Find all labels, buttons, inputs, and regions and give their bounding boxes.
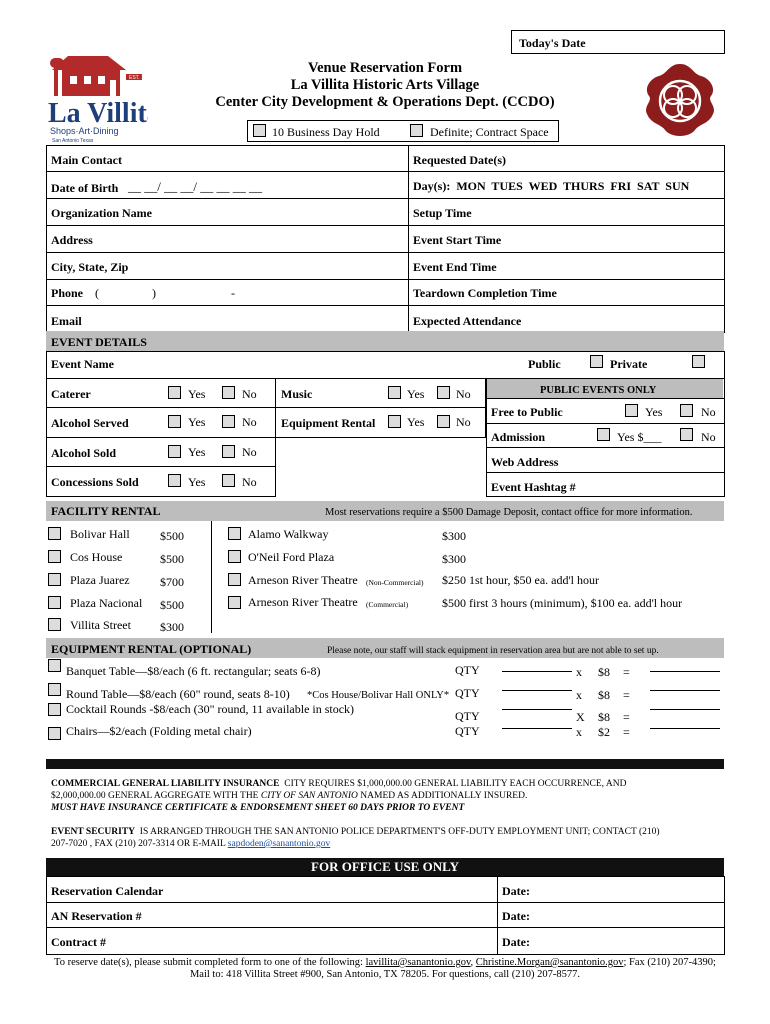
banquet-table-label: Banquet Table—$8/each (6 ft. rectangular; seats 6-8) <box>66 664 321 678</box>
email-field[interactable]: Email <box>51 314 82 328</box>
round-total-field[interactable] <box>650 690 720 691</box>
chairs-price: $2 <box>598 725 610 739</box>
music-label: Music <box>281 387 313 401</box>
cocktail-price: $8 <box>598 710 610 724</box>
arneson-noncommercial-checkbox[interactable] <box>228 573 241 586</box>
facility-divider <box>211 521 212 633</box>
banquet-qty-field[interactable] <box>502 671 572 672</box>
plaza-juarez-label: Plaza Juarez <box>70 573 130 587</box>
music-no-label: No <box>456 387 471 401</box>
villita-street-checkbox[interactable] <box>48 618 61 631</box>
chairs-eq: = <box>623 725 630 739</box>
public-label: Public <box>528 357 561 371</box>
insurance-text-2a: $2,000,000.00 GENERAL AGGREGATE WITH THE <box>51 791 259 801</box>
cos-house-checkbox[interactable] <box>48 550 61 563</box>
alcohol-served-yes-checkbox[interactable] <box>168 415 181 428</box>
caterer-yes-checkbox[interactable] <box>168 386 181 399</box>
alcohol-sold-label: Alcohol Sold <box>51 446 117 460</box>
private-label: Private <box>610 357 648 371</box>
form-title: Venue Reservation Form <box>307 60 463 76</box>
arneson-noncommercial-price: $250 1st hour, $50 ea. add'l hour <box>442 573 599 587</box>
definite-checkbox[interactable] <box>410 124 423 137</box>
footer-line-2: Mail to: 418 Villita Street #900, San Antonio, TX 78205. For questions, call (210) 207-8577. <box>189 969 581 980</box>
private-checkbox[interactable] <box>692 355 705 368</box>
round-table-checkbox[interactable] <box>48 683 61 696</box>
security-title: EVENT SECURITY <box>51 827 136 837</box>
oneil-ford-price: $300 <box>442 552 466 566</box>
banquet-price: $8 <box>598 665 610 679</box>
round-qty-field[interactable] <box>502 690 572 691</box>
dob-field[interactable]: Date of Birth <box>51 181 119 195</box>
event-details-band <box>46 331 724 351</box>
alcohol-sold-no-label: No <box>242 445 257 459</box>
insurance-title: COMMERCIAL GENERAL LIABILITY INSURANCE <box>51 779 280 789</box>
bolivar-hall-checkbox[interactable] <box>48 527 61 540</box>
round-x: x <box>576 688 582 702</box>
footer-text-1a: To reserve date(s), please submit completed form to one of the following: <box>54 957 363 968</box>
alcohol-sold-yes-label: Yes <box>188 445 206 459</box>
event-start-time-field[interactable]: Event Start Time <box>413 233 502 247</box>
form-subtitle-dept: Center City Development & Operations Dept. (CCDO) <box>215 94 555 110</box>
reservation-calendar-field[interactable]: Reservation Calendar <box>51 884 164 898</box>
free-no-checkbox[interactable] <box>680 404 693 417</box>
banquet-qty-label: QTY <box>455 663 480 677</box>
concessions-yes-checkbox[interactable] <box>168 474 181 487</box>
banquet-x: x <box>576 665 582 679</box>
definite-label: Definite; Contract Space <box>430 125 549 139</box>
cocktail-total-field[interactable] <box>650 709 720 710</box>
equipment-yes-label: Yes <box>407 415 425 429</box>
section-divider-bar <box>46 759 724 769</box>
security-text-1: IS ARRANGED THROUGH THE SAN ANTONIO POLICE DEPARTMENT'S OFF-DUTY EMPLOYMENT UNIT; CONTACT (210) <box>139 827 660 837</box>
cocktail-rounds-checkbox[interactable] <box>48 703 61 716</box>
teardown-time-field[interactable]: Teardown Completion Time <box>413 286 557 300</box>
footer-email-lavillita[interactable]: lavillita@sanantonio.gov <box>365 957 471 968</box>
free-yes-checkbox[interactable] <box>625 404 638 417</box>
facility-deposit-note: Most reservations require a $500 Damage Deposit, contact office for more information. <box>325 507 693 518</box>
villita-street-price: $300 <box>160 620 184 634</box>
phone-open-paren: ( <box>95 286 99 300</box>
plaza-juarez-checkbox[interactable] <box>48 573 61 586</box>
equipment-yes-checkbox[interactable] <box>388 415 401 428</box>
plaza-nacional-checkbox[interactable] <box>48 596 61 609</box>
round-eq: = <box>623 688 630 702</box>
chairs-label: Chairs—$2/each (Folding metal chair) <box>66 724 252 738</box>
equipment-stack-note: Please note, our staff will stack equipment in reservation area but are not able to set up. <box>327 646 659 656</box>
public-checkbox[interactable] <box>590 355 603 368</box>
concessions-sold-label: Concessions Sold <box>51 475 139 489</box>
cocktail-qty-field[interactable] <box>502 709 572 710</box>
chairs-qty-label: QTY <box>455 724 480 738</box>
alcohol-served-no-label: No <box>242 415 257 429</box>
requested-dates-field[interactable]: Requested Date(s) <box>413 153 506 167</box>
contract-field[interactable]: Contract # <box>51 935 106 949</box>
villita-street-label: Villita Street <box>70 618 131 632</box>
footer-text-1b: ; Fax (210) 207-4390; <box>623 957 716 968</box>
office-use-heading: FOR OFFICE USE ONLY <box>311 859 459 874</box>
svg-text:San Antonio Texas: San Antonio Texas <box>52 138 94 144</box>
contract-date[interactable]: Date: <box>502 935 530 949</box>
svg-text:EST. 1722: EST. 17 <box>129 75 147 81</box>
alcohol-sold-yes-checkbox[interactable] <box>168 445 181 458</box>
form-subtitle-venue: La Villita Historic Arts Village <box>290 77 480 93</box>
web-address-field[interactable]: Web Address <box>491 455 559 469</box>
event-hashtag-field[interactable]: Event Hashtag # <box>491 480 576 494</box>
contact-divider <box>408 145 409 332</box>
alcohol-served-label: Alcohol Served <box>51 416 129 430</box>
alamo-walkway-label: Alamo Walkway <box>248 527 329 541</box>
plaza-nacional-label: Plaza Nacional <box>70 596 143 610</box>
insurance-text-2b: CITY OF SAN ANTONIO <box>260 791 358 801</box>
arneson-noncommercial-note: (Non-Commercial) <box>366 578 424 587</box>
city-state-zip-field[interactable]: City, State, Zip <box>51 260 129 274</box>
music-yes-label: Yes <box>407 387 425 401</box>
free-no-label: No <box>701 405 716 419</box>
caterer-no-label: No <box>242 387 257 401</box>
alcohol-served-yes-label: Yes <box>188 415 206 429</box>
arneson-commercial-price: $500 first 3 hours (minimum), $100 ea. add'l hour <box>442 596 683 610</box>
round-price: $8 <box>598 688 610 702</box>
insurance-text-1: CITY REQUIRES $1,000,000.00 GENERAL LIABILITY EACH OCCURRENCE, AND <box>284 779 627 789</box>
reservation-calendar-date[interactable]: Date: <box>502 884 530 898</box>
music-yes-checkbox[interactable] <box>388 386 401 399</box>
cocktail-eq: = <box>623 710 630 724</box>
banquet-eq: = <box>623 665 630 679</box>
plaza-nacional-price: $500 <box>160 598 184 612</box>
cocktail-x: X <box>576 710 585 724</box>
concessions-no-label: No <box>242 475 257 489</box>
insurance-text-2c: NAMED AS ADDITIONALLY INSURED. <box>360 791 528 801</box>
expected-attendance-field[interactable]: Expected Attendance <box>413 314 522 328</box>
round-table-note: *Cos House/Bolivar Hall ONLY* <box>307 690 450 701</box>
chairs-qty-field[interactable] <box>502 728 572 729</box>
alcohol-served-no-checkbox[interactable] <box>222 415 235 428</box>
svg-text:La Villita: La Villit <box>48 98 147 129</box>
chairs-checkbox[interactable] <box>48 727 61 740</box>
chairs-x: x <box>576 725 582 739</box>
equipment-rental-heading: EQUIPMENT RENTAL (OPTIONAL) <box>51 642 252 656</box>
equipment-rental-label: Equipment Rental <box>281 416 376 430</box>
event-end-time-field[interactable]: Event End Time <box>413 260 497 274</box>
an-reservation-field[interactable]: AN Reservation # <box>51 909 142 923</box>
address-field[interactable]: Address <box>51 233 93 247</box>
equipment-no-checkbox[interactable] <box>437 415 450 428</box>
free-yes-label: Yes <box>645 405 663 419</box>
todays-date-label: Today's Date <box>519 36 586 50</box>
alamo-walkway-checkbox[interactable] <box>228 527 241 540</box>
insurance-line-3: MUST HAVE INSURANCE CERTIFICATE & ENDORSEMENT SHEET 60 DAYS PRIOR TO EVENT <box>51 803 465 813</box>
admission-no-label: No <box>701 430 716 444</box>
bolivar-hall-price: $500 <box>160 529 184 543</box>
arneson-noncommercial-label: Arneson River Theatre <box>248 573 358 587</box>
admission-yes-checkbox[interactable] <box>597 428 610 441</box>
caterer-yes-label: Yes <box>188 387 206 401</box>
footer-line-1: To reserve date(s), please submit completed form to one of the following: lavillita@sanantonio.gov, Christine.Morgan@sanantonio.gov; Fax (210) 207-4390; <box>54 957 716 968</box>
music-no-checkbox[interactable] <box>437 386 450 399</box>
bolivar-hall-label: Bolivar Hall <box>70 527 130 541</box>
equipment-no-label: No <box>456 415 471 429</box>
cos-house-price: $500 <box>160 552 184 566</box>
alamo-walkway-price: $300 <box>442 529 466 543</box>
arneson-commercial-checkbox[interactable] <box>228 596 241 609</box>
event-name-field[interactable]: Event Name <box>51 357 114 371</box>
main-contact-field[interactable]: Main Contact <box>51 153 122 167</box>
arneson-commercial-label: Arneson River Theatre <box>248 595 358 609</box>
round-table-label: Round Table—$8/each (60" round, seats 8-10) <box>66 687 290 701</box>
admission-no-checkbox[interactable] <box>680 428 693 441</box>
oneil-ford-label: O'Neil Ford Plaza <box>248 550 335 564</box>
caterer-no-checkbox[interactable] <box>222 386 235 399</box>
cos-house-label: Cos House <box>70 550 123 564</box>
chairs-total-field[interactable] <box>650 728 720 729</box>
phone-dash: - <box>231 286 235 300</box>
facility-rental-heading: FACILITY RENTAL <box>51 504 161 518</box>
admission-label: Admission <box>491 430 546 444</box>
caterer-label: Caterer <box>51 387 91 401</box>
banquet-table-checkbox[interactable] <box>48 659 61 672</box>
security-text-2: 207-7020 , FAX (210) 207-3314 OR E-MAIL <box>51 839 226 849</box>
public-events-heading: PUBLIC EVENTS ONLY <box>540 385 657 396</box>
admission-yes-label[interactable]: Yes $___ <box>617 430 662 444</box>
security-email-link[interactable]: sapdoden@sanantonio.gov <box>227 839 331 849</box>
dob-mask: __ __/ __ __/ __ __ __ __ <box>128 179 262 194</box>
hold-label: 10 Business Day Hold <box>272 125 380 139</box>
plaza-juarez-price: $700 <box>160 575 184 589</box>
cocktail-rounds-label: Cocktail Rounds -$8/each (30" round, 11 available in stock) <box>66 702 355 716</box>
hold-checkbox[interactable] <box>253 124 266 137</box>
round-qty-label: QTY <box>455 686 480 700</box>
banquet-total-field[interactable] <box>650 671 720 672</box>
an-reservation-date[interactable]: Date: <box>502 909 530 923</box>
organization-field[interactable]: Organization Name <box>51 206 152 220</box>
alcohol-sold-no-checkbox[interactable] <box>222 445 235 458</box>
concessions-yes-label: Yes <box>188 475 206 489</box>
cocktail-qty-label: QTY <box>455 709 480 723</box>
oneil-ford-checkbox[interactable] <box>228 550 241 563</box>
concessions-no-checkbox[interactable] <box>222 474 235 487</box>
setup-time-field[interactable]: Setup Time <box>413 206 472 220</box>
event-details-heading: EVENT DETAILS <box>51 335 147 349</box>
security-line-2 <box>51 837 330 851</box>
days-field[interactable]: Day(s): MON TUES WED THURS FRI SAT SUN <box>413 179 690 193</box>
arneson-commercial-note: (Commercial) <box>366 600 409 609</box>
free-to-public-label: Free to Public <box>491 405 563 419</box>
phone-close-paren: ) <box>152 286 156 300</box>
svg-text:Shops·Art·Dining: Shops·Art·Dining <box>50 126 119 136</box>
footer-email-morgan[interactable]: Christine.Morgan@sanantonio.gov <box>475 957 624 968</box>
phone-field[interactable]: Phone <box>51 286 84 300</box>
